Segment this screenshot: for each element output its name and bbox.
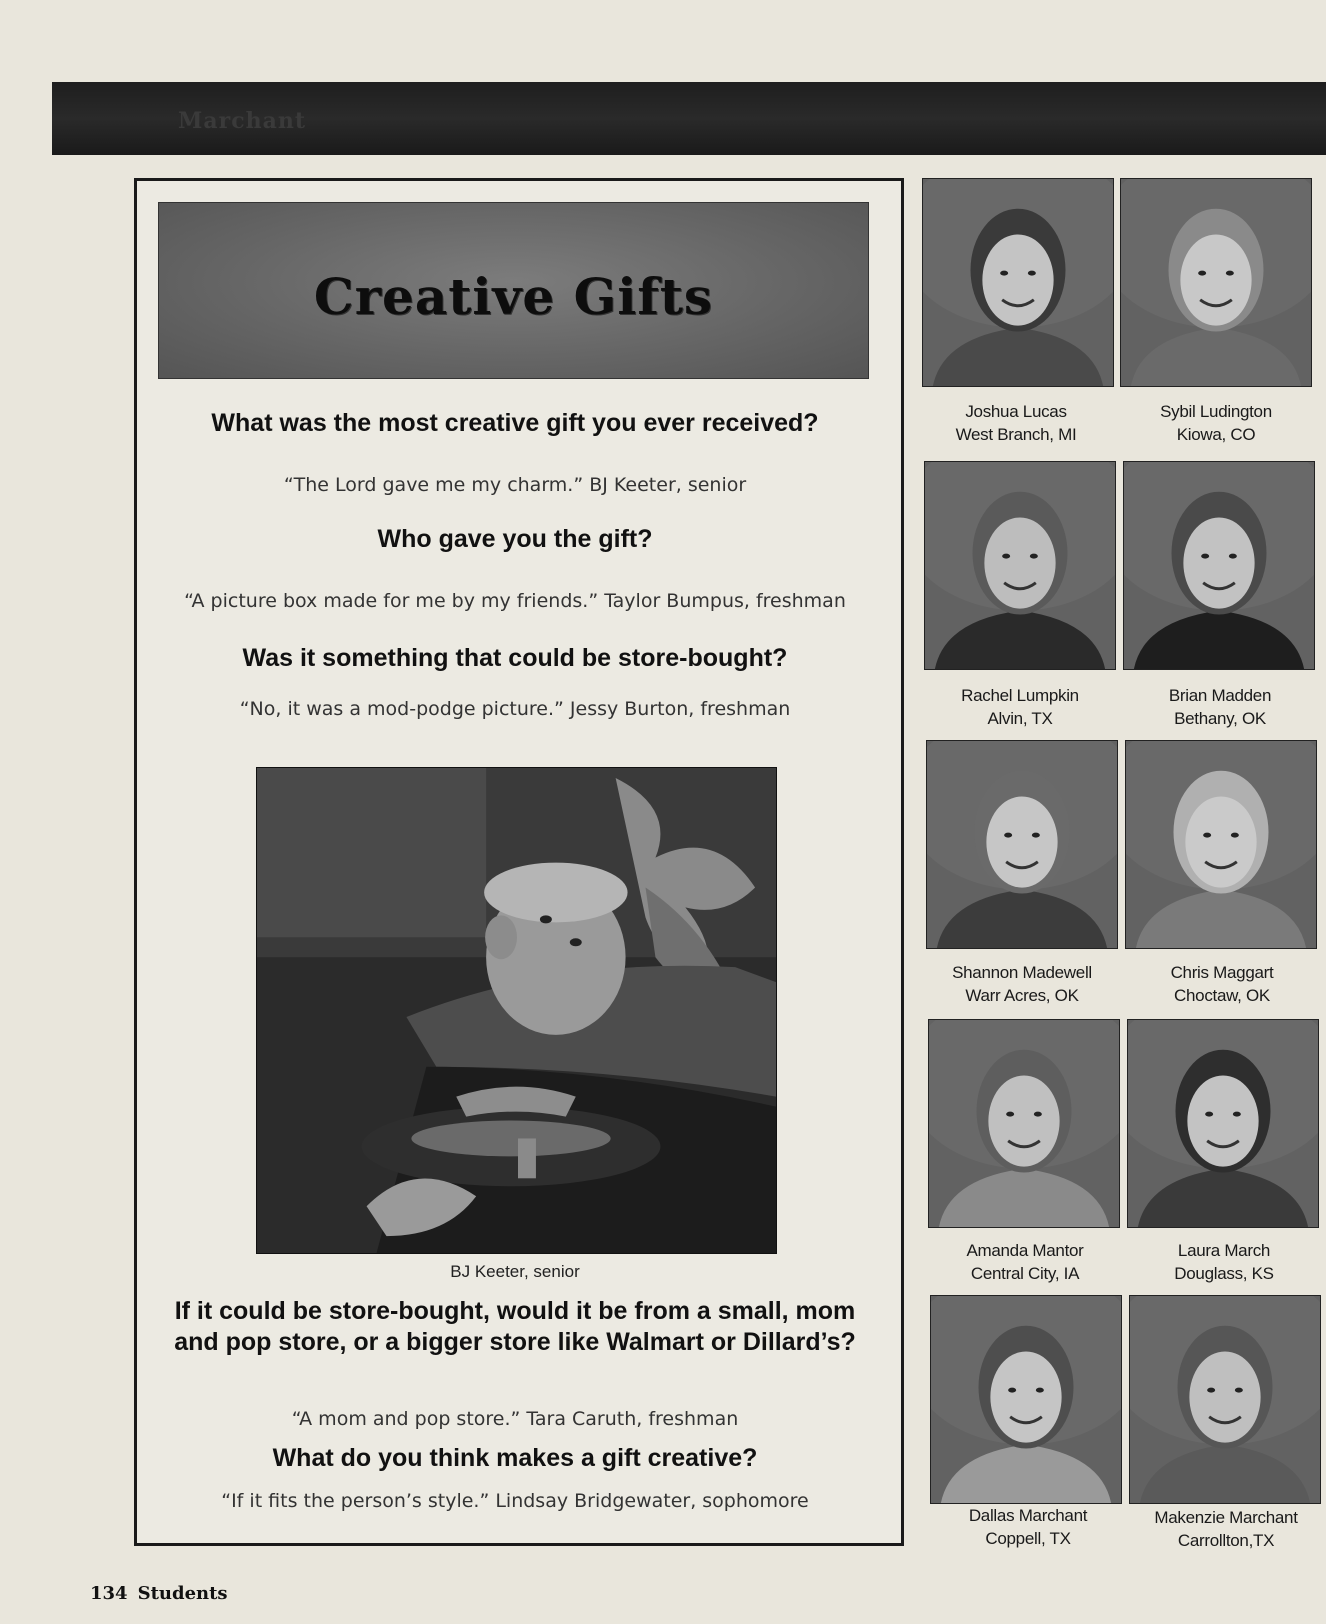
portrait-silhouette [929, 1020, 1119, 1227]
portrait-caption [1124, 1239, 1324, 1285]
portrait-silhouette [927, 741, 1117, 948]
portrait-silhouette [1124, 462, 1314, 669]
feature-title-band [158, 202, 869, 379]
student-name: Brian Madden [1168, 686, 1272, 705]
portrait-photo [922, 178, 1114, 387]
student-hometown: Carrollton,TX [1177, 1531, 1275, 1550]
portrait-caption [1120, 684, 1320, 730]
student-name: Dallas Marchant [968, 1506, 1088, 1525]
student-name: Makenzie Marchant [1154, 1508, 1298, 1527]
photo-caption: BJ Keeter, senior [450, 1262, 580, 1281]
portrait-photo [930, 1295, 1122, 1504]
portrait-caption [922, 961, 1122, 1007]
student-hometown: Coppell, TX [985, 1529, 1071, 1548]
feature-title: Creative Gifts [313, 267, 714, 326]
feature-photo [256, 767, 777, 1254]
answer-2: “A picture box made for me by my friends.” Taylor Bumpus, freshman [184, 590, 846, 612]
portrait-photo [1120, 178, 1312, 387]
question-4: If it could be store-bought, would it be from a small, mom and pop store, or a bigger store like Walmart or Dillard’s? [174, 1297, 856, 1356]
section-name: Students [137, 1583, 228, 1604]
student-name: Chris Maggart [1170, 963, 1274, 982]
student-name: Sybil Ludington [1160, 402, 1272, 421]
portrait-silhouette [931, 1296, 1121, 1503]
portrait-caption [1126, 1506, 1326, 1552]
portrait-silhouette [1130, 1296, 1320, 1503]
student-hometown: Central City, IA [970, 1264, 1080, 1283]
portrait-photo [924, 461, 1116, 670]
portrait-silhouette [1121, 179, 1311, 386]
student-hometown: Choctaw, OK [1174, 986, 1270, 1005]
photo-illustration [257, 768, 776, 1253]
page-footer [90, 1583, 238, 1604]
student-hometown: Douglass, KS [1174, 1264, 1274, 1283]
student-hometown: West Branch, MI [955, 425, 1077, 444]
portrait-photo [1123, 461, 1315, 670]
portrait-photo [926, 740, 1118, 949]
answer-5: “If it fits the person’s style.” Lindsay Bridgewater, sophomore [221, 1490, 809, 1512]
portrait-silhouette [923, 179, 1113, 386]
question-2: Who gave you the gift? [377, 525, 653, 553]
student-hometown: Warr Acres, OK [965, 986, 1079, 1005]
student-hometown: Alvin, TX [987, 709, 1053, 728]
student-name: Joshua Lucas [965, 402, 1067, 421]
header-band-text: Marchant [178, 108, 307, 134]
question-3: Was it something that could be store-bought? [242, 644, 788, 672]
portrait-photo [1129, 1295, 1321, 1504]
student-hometown: Kiowa, CO [1176, 425, 1256, 444]
portrait-silhouette [925, 462, 1115, 669]
portrait-caption [1116, 400, 1316, 446]
portrait-photo [1125, 740, 1317, 949]
portrait-caption [925, 1239, 1125, 1285]
portrait-photo [928, 1019, 1120, 1228]
student-name: Rachel Lumpkin [961, 686, 1079, 705]
portrait-caption [1122, 961, 1322, 1007]
portrait-silhouette [1126, 741, 1316, 948]
answer-4: “A mom and pop store.” Tara Caruth, freshman [291, 1408, 739, 1430]
student-name: Amanda Mantor [966, 1241, 1084, 1260]
question-5: What do you think makes a gift creative? [272, 1444, 758, 1472]
portrait-caption [916, 400, 1116, 446]
portrait-caption [928, 1504, 1128, 1550]
answer-3: “No, it was a mod-podge picture.” Jessy Burton, freshman [239, 698, 791, 720]
student-name: Shannon Madewell [952, 963, 1092, 982]
student-name: Laura March [1177, 1241, 1271, 1260]
question-1: What was the most creative gift you ever received? [211, 409, 819, 437]
portrait-silhouette [1128, 1020, 1318, 1227]
answer-1: “The Lord gave me my charm.” BJ Keeter, senior [283, 474, 747, 496]
student-hometown: Bethany, OK [1174, 709, 1266, 728]
page-number: 134 [90, 1583, 128, 1604]
portrait-photo [1127, 1019, 1319, 1228]
portrait-caption [920, 684, 1120, 730]
